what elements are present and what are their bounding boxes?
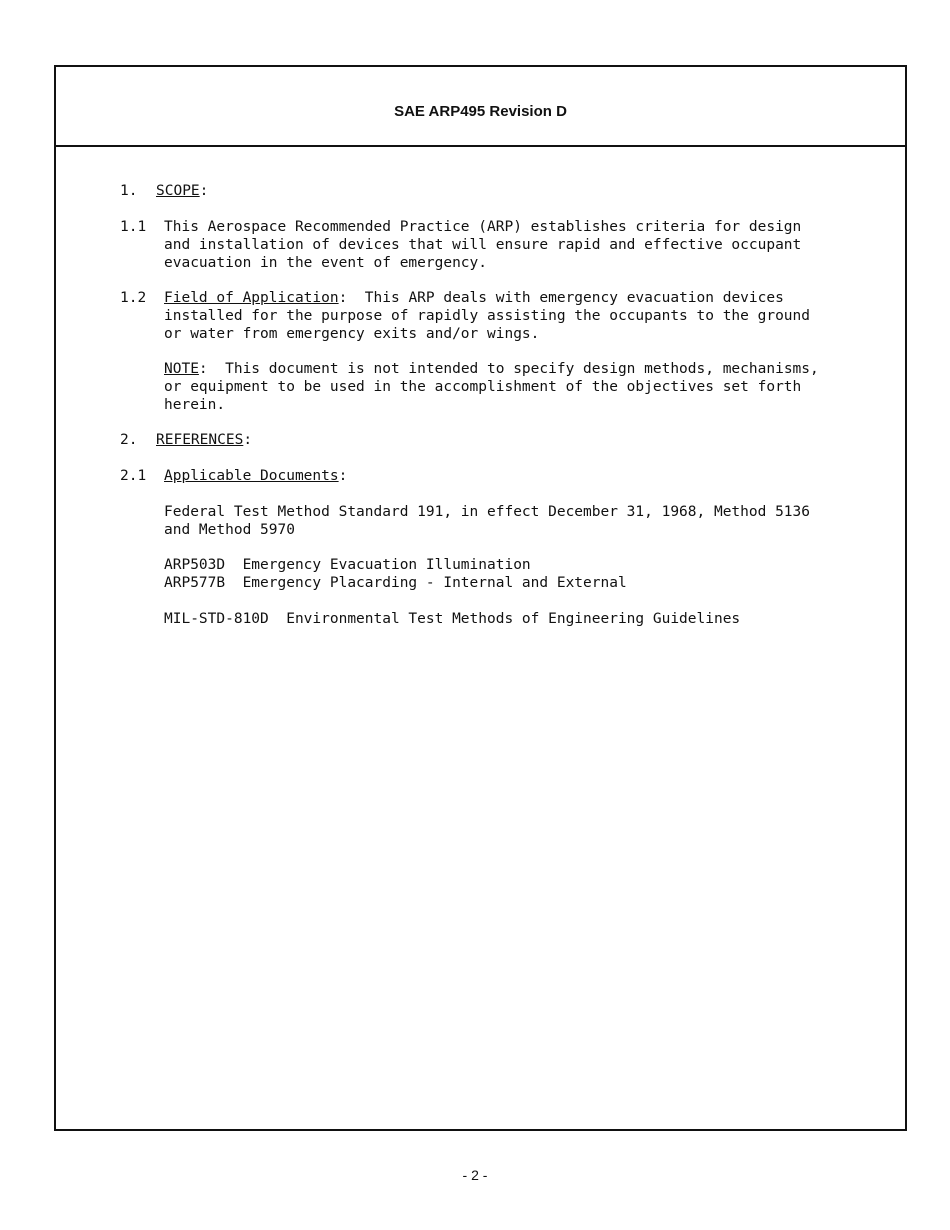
reference-line: ARP503D Emergency Evacuation Illumination bbox=[164, 557, 531, 573]
section-number: 1. bbox=[120, 183, 138, 199]
document-title: SAE ARP495 Revision D bbox=[394, 103, 567, 120]
paragraph-line: and installation of devices that will ensure rapid and effective occupant bbox=[164, 237, 802, 253]
heading-colon: : bbox=[338, 468, 348, 484]
page-frame bbox=[54, 65, 907, 1131]
note-line: or equipment to be used in the accomplishment of the objectives set forth bbox=[164, 379, 802, 395]
reference-line: Federal Test Method Standard 191, in effect December 31, 1968, Method 5136 bbox=[164, 504, 811, 520]
paragraph-line: This Aerospace Recommended Practice (ARP) establishes criteria for design bbox=[164, 219, 802, 235]
paragraph-line bbox=[164, 290, 784, 308]
section-number: 2. bbox=[120, 432, 138, 448]
section-title: REFERENCES bbox=[156, 432, 244, 448]
heading-colon: : bbox=[243, 432, 253, 448]
note-text: : This document is not intended to specify design methods, mechanisms, bbox=[198, 361, 819, 377]
reference-line: and Method 5970 bbox=[164, 522, 295, 538]
paragraph-line: or water from emergency exits and/or wings. bbox=[164, 326, 540, 342]
paragraph-text: : This ARP deals with emergency evacuation devices bbox=[338, 290, 784, 306]
section-heading bbox=[164, 468, 347, 486]
section-heading bbox=[156, 183, 208, 201]
note-label: NOTE bbox=[164, 361, 199, 377]
subsection-title: Field of Application bbox=[164, 290, 339, 306]
note-line: herein. bbox=[164, 397, 226, 413]
reference-line: MIL-STD-810D Environmental Test Methods of Engineering Guidelines bbox=[164, 611, 741, 627]
heading-colon: : bbox=[199, 183, 209, 199]
section-number: 1.1 bbox=[120, 219, 147, 235]
page-number: - 2 - bbox=[462, 1167, 488, 1183]
section-number: 2.1 bbox=[120, 468, 147, 484]
section-title: SCOPE bbox=[156, 183, 200, 199]
paragraph-line: installed for the purpose of rapidly assisting the occupants to the ground bbox=[164, 308, 811, 324]
document-body bbox=[56, 67, 905, 1129]
section-heading bbox=[156, 432, 252, 450]
paragraph-line: evacuation in the event of emergency. bbox=[164, 255, 488, 271]
section-number: 1.2 bbox=[120, 290, 147, 306]
reference-line: ARP577B Emergency Placarding - Internal and External bbox=[164, 575, 627, 591]
note-line bbox=[164, 361, 819, 379]
subsection-title: Applicable Documents bbox=[164, 468, 339, 484]
